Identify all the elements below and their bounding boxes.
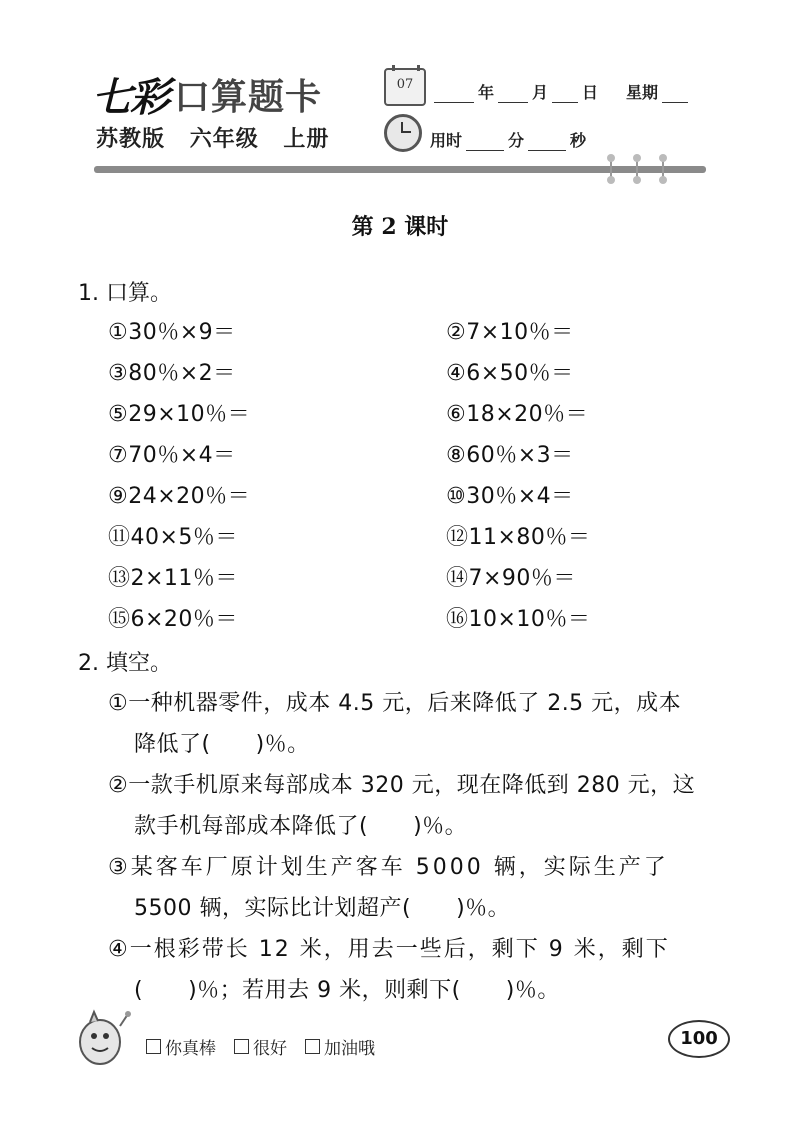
mascot-icon	[72, 1006, 132, 1070]
fill-question-1: ①一种机器零件，成本 4.5 元，后来降低了 2.5 元，成本	[108, 691, 682, 716]
time-row	[430, 128, 586, 151]
fill-question-2: ②一款手机原来每部成本 320 元，现在降低到 280 元，这	[108, 773, 696, 798]
day-label: 日	[582, 83, 599, 102]
rating-option-keep-going[interactable]	[305, 1034, 375, 1059]
rating-option-good[interactable]	[234, 1034, 287, 1059]
year-label: 年	[478, 83, 495, 102]
weekday-blank[interactable]	[662, 88, 688, 103]
decorative-dots-icon	[600, 156, 680, 186]
edition-volume: 上册	[283, 127, 330, 152]
problem-15: ⑮6×20％＝	[108, 607, 238, 632]
problem-13: ⑬2×11％＝	[108, 566, 238, 591]
month-label: 月	[532, 83, 549, 102]
problem-6: ⑥18×20％＝	[446, 402, 589, 427]
clock-icon	[384, 114, 422, 152]
fill-question-4-cont: ( )％；若用去 9 米，则剩下( )％。	[134, 978, 560, 1003]
problem-10: ⑩30％×4＝	[446, 484, 574, 509]
problem-1: ①30％×9＝	[108, 320, 236, 345]
checkbox-icon[interactable]	[234, 1039, 249, 1054]
rating-label-great: 你真棒	[165, 1039, 216, 1059]
seconds-blank[interactable]	[528, 136, 566, 151]
section2-title: 2. 填空。	[78, 651, 172, 676]
page-number: 100	[668, 1020, 730, 1058]
checkbox-icon[interactable]	[305, 1039, 320, 1054]
problem-3: ③80％×2＝	[108, 361, 236, 386]
rating-option-great[interactable]	[146, 1034, 216, 1059]
time-prefix: 用时	[430, 131, 463, 150]
problem-14: ⑭7×90％＝	[446, 566, 576, 591]
calendar-number: 07	[396, 77, 414, 92]
problem-8: ⑧60％×3＝	[446, 443, 574, 468]
edition-line	[96, 122, 345, 153]
fill-question-4: ④一根彩带长 12 米，用去一些后，剩下 9 米，剩下	[108, 937, 670, 962]
problem-5: ⑤29×10％＝	[108, 402, 251, 427]
problem-11: ⑪40×5％＝	[108, 525, 238, 550]
fill-question-3: ③某客车厂原计划生产客车 5000 辆，实际生产了	[108, 855, 669, 880]
edition-publisher: 苏教版	[96, 127, 166, 152]
year-blank[interactable]	[434, 88, 474, 103]
rating-label-good: 很好	[253, 1039, 287, 1059]
weekday-label: 星期	[626, 83, 659, 102]
edition-grade: 六年级	[189, 127, 259, 152]
minutes-label: 分	[508, 131, 525, 150]
calendar-icon	[384, 68, 426, 106]
date-row	[430, 80, 692, 103]
fill-question-2-cont: 款手机每部成本降低了( )％。	[134, 814, 468, 839]
section1-title: 1. 口算。	[78, 281, 172, 306]
problem-4: ④6×50％＝	[446, 361, 574, 386]
seconds-label: 秒	[570, 131, 587, 150]
rating-label-keep-going: 加油哦	[324, 1039, 375, 1059]
brand-block	[92, 68, 322, 120]
fill-question-1-cont: 降低了( )％。	[134, 732, 310, 757]
problem-2: ②7×10％＝	[446, 320, 574, 345]
brand-logo: 七彩	[92, 73, 168, 121]
day-blank[interactable]	[552, 88, 578, 103]
month-blank[interactable]	[498, 88, 528, 103]
problem-16: ⑯10×10％＝	[446, 607, 591, 632]
problem-12: ⑫11×80％＝	[446, 525, 591, 550]
self-rating	[146, 1034, 375, 1059]
brand-title: 口算题卡	[174, 76, 323, 118]
problem-9: ⑨24×20％＝	[108, 484, 251, 509]
fill-question-3-cont: 5500 辆，实际比计划超产( )％。	[134, 896, 511, 921]
minutes-blank[interactable]	[466, 136, 504, 151]
problem-7: ⑦70％×4＝	[108, 443, 236, 468]
checkbox-icon[interactable]	[146, 1039, 161, 1054]
lesson-title: 第 2 课时	[351, 214, 449, 240]
